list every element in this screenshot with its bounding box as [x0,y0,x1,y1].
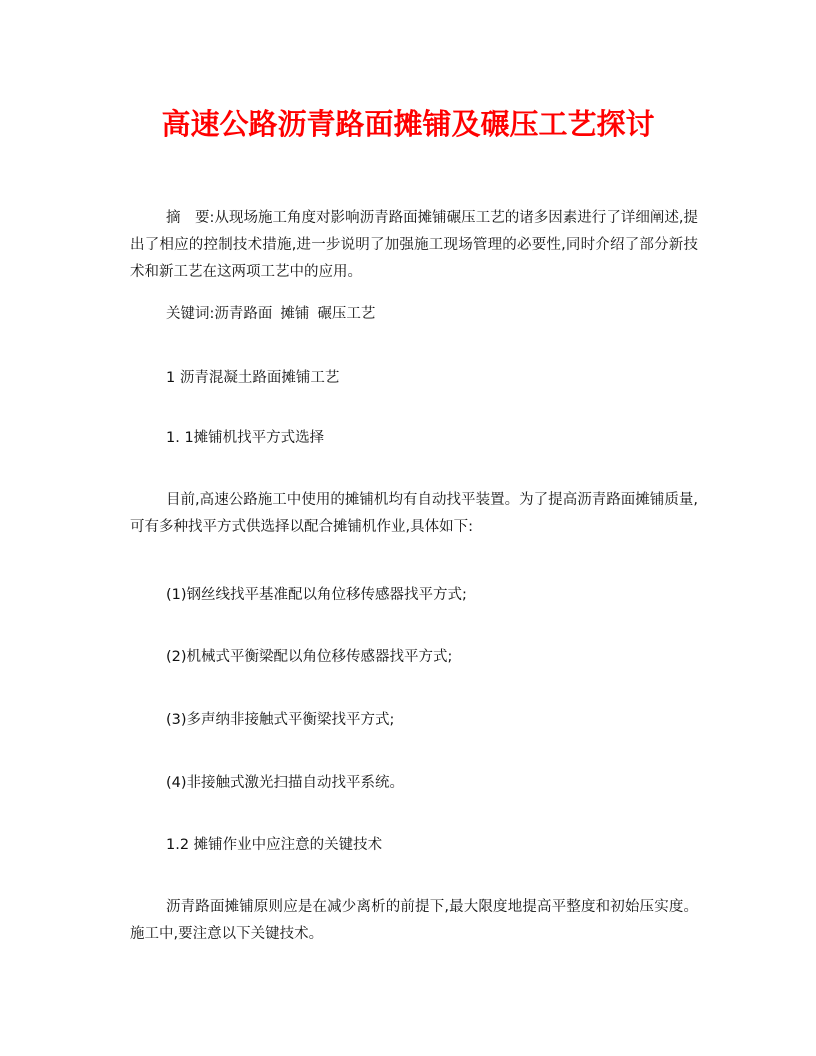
section-heading-1-1: 1. 1摊铺机找平方式选择 [166,430,325,446]
keywords-label: 关键词: [166,306,215,322]
body-paragraph: 目前,高速公路施工中使用的摊铺机均有自动找平装置。为了提高沥青路面摊铺质量,可有多种找平方式供选择以配合摊铺机作业,具体如下: [130,492,698,535]
list-item: (3)多声纳非接触式平衡梁找平方式; [166,712,395,728]
abstract-text: 从现场施工角度对影响沥青路面摊铺碾压工艺的诸多因素进行了详细阐述,提出了相应的控制技术措施,进一步说明了加强施工现场管理的必要性,同时介绍了部分新技术和新工艺在这两项工艺中的应用。 [130,210,699,280]
document-title: 高速公路沥青路面摊铺及碾压工艺探讨 [161,107,655,141]
list-item: (2)机械式平衡梁配以角位移传感器找平方式; [166,649,453,665]
list-item: (1)钢丝线找平基准配以角位移传感器找平方式; [166,587,467,603]
keyword-item: 摊铺 [280,306,310,322]
section-heading-1: 1 沥青混凝土路面摊铺工艺 [166,370,340,386]
keyword-item: 碾压工艺 [317,306,376,322]
section-heading-1-2: 1.2 摊铺作业中应注意的关键技术 [166,837,383,853]
abstract-label: 摘 要: [166,210,215,226]
keywords-paragraph [130,301,698,328]
keyword-item: 沥青路面 [214,306,273,322]
list-item: (4)非接触式激光扫描自动找平系统。 [166,775,405,791]
abstract-paragraph [130,205,698,286]
body-paragraph: 沥青路面摊铺原则应是在减少离析的前提下,最大限度地提高平整度和初始压实度。施工中,要注意以下关键技术。 [130,899,698,942]
